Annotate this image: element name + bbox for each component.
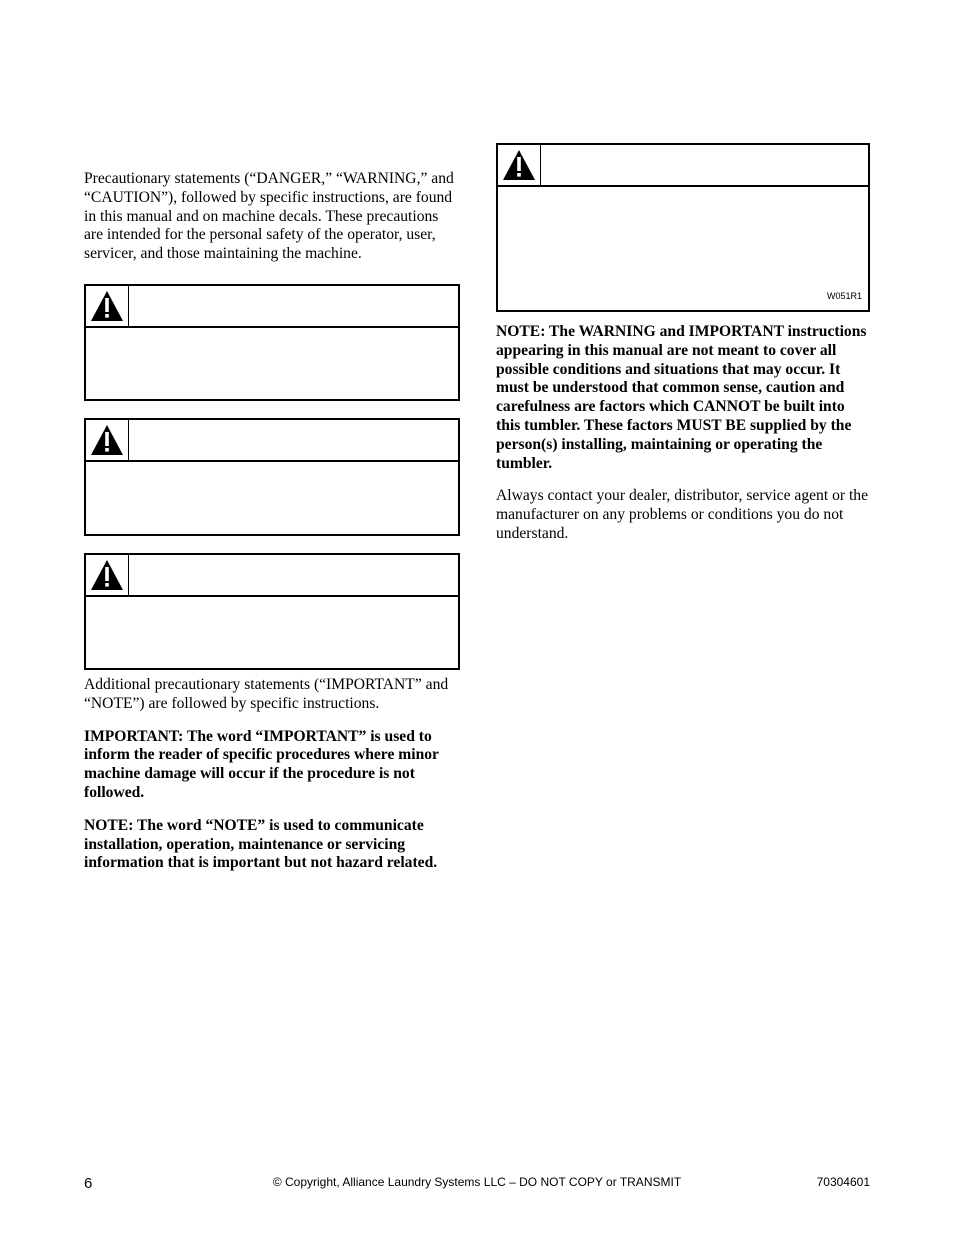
warning-triangle-icon (86, 420, 129, 460)
copyright-notice: © Copyright, Alliance Laundry Systems LLC – DO NOT COPY or TRANSMIT (272, 1175, 682, 1189)
danger-box-header (86, 286, 458, 328)
danger-box-body (86, 328, 458, 399)
warning-triangle-icon (86, 286, 129, 326)
intro-paragraph: Precautionary statements (“DANGER,” “WARNING,” and “CAUTION”), followed by specific instructions, are found in this manual and on machine decals. These precautions are intended for the personal safety of the operator, user, servicer, and those maintaining the machine. (84, 170, 454, 263)
additional-paragraph: Additional precautionary statements (“IMPORTANT” and “NOTE”) are followed by specific instructions. (84, 675, 449, 712)
warning-triangle-icon (498, 145, 541, 185)
figure-code: W051R1 (826, 291, 862, 301)
caution-box (84, 553, 460, 670)
caution-box-header (86, 555, 458, 597)
page-number: 6 (84, 1175, 93, 1192)
warning-box-right (496, 143, 870, 312)
warning-box-right-header (498, 145, 868, 187)
document-number: 70304601 (816, 1175, 870, 1189)
left-column (84, 170, 460, 873)
note-paragraph: NOTE: The word “NOTE” is used to communicate installation, operation, maintenance or servicing information that is important but not hazard related. (84, 816, 438, 872)
right-column (496, 143, 870, 544)
warning-triangle-icon (86, 555, 129, 595)
contact-paragraph: Always contact your dealer, distributor, service agent or the manufacturer on any problems or conditions you do not understand. (496, 487, 869, 542)
page-footer (84, 1174, 870, 1194)
note-paragraph-right: NOTE: The WARNING and IMPORTANT instructions appearing in this manual are not meant to cover all possible conditions and situations that may occur. It must be understood that common sense, caution and carefulness are factors which CANNOT be built into this tumbler. These factors MUST BE supplied by the person(s) installing, maintaining or operating the tumbler. (496, 323, 867, 472)
warning-box (84, 418, 460, 536)
warning-box-right-body (498, 187, 868, 309)
warning-box-body (86, 462, 458, 533)
caution-box-body (86, 597, 458, 668)
important-paragraph: IMPORTANT: The word “IMPORTANT” is used to inform the reader of specific procedures where minor machine damage will occur if the procedure is not followed. (84, 727, 439, 801)
danger-box (84, 284, 460, 401)
warning-box-header (86, 420, 458, 462)
